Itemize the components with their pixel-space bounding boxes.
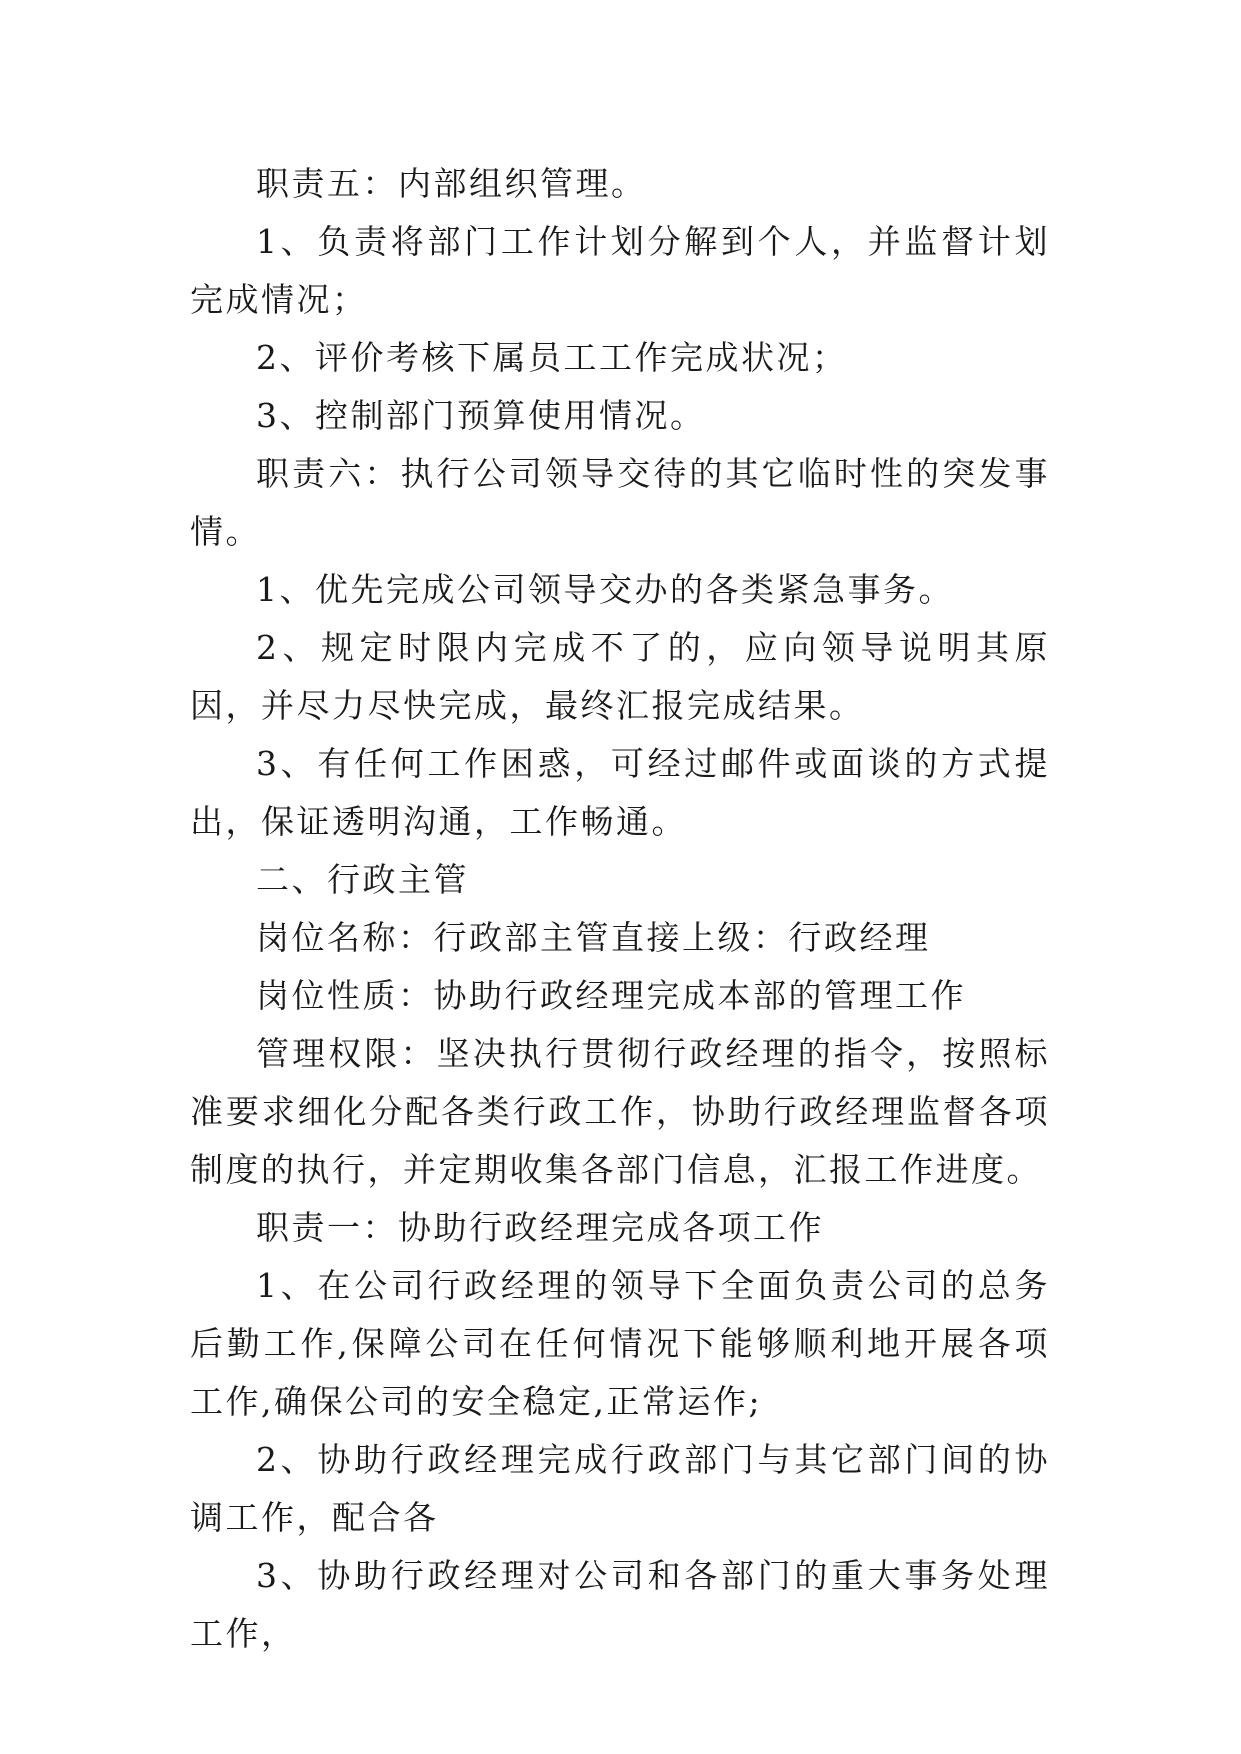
paragraph-duty-1-item-3: 3、协助行政经理对公司和各部门的重大事务处理工作， <box>190 1556 1050 1653</box>
paragraph-duty-5-item-2: 2、评价考核下属员工工作完成状况； <box>256 338 848 377</box>
paragraph-duty-6-item-1: 1、优先完成公司领导交办的各类紧急事务。 <box>256 570 954 609</box>
paragraph-management-authority: 管理权限：坚决执行贯彻行政经理的指令，按照标准要求细化分配各类行政工作，协助行政经理监督各项制度的执行，并定期收集各部门信息，汇报工作进度。 <box>190 1034 1050 1189</box>
paragraph-duty-5-item-1: 1、负责将部门工作计划分解到个人，并监督计划完成情况； <box>190 222 1050 319</box>
paragraph-position-name: 岗位名称：行政部主管直接上级：行政经理 <box>256 918 931 957</box>
paragraph-duty-6-item-2: 2、规定时限内完成不了的，应向领导说明其原因，并尽力尽快完成，最终汇报完成结果。 <box>190 628 1050 725</box>
paragraph-position-nature: 岗位性质：协助行政经理完成本部的管理工作 <box>256 976 966 1015</box>
paragraph-duty-5-item-3: 3、控制部门预算使用情况。 <box>256 396 706 435</box>
document-body <box>190 155 1050 1663</box>
paragraph-duty-1-item-1: 1、在公司行政经理的领导下全面负责公司的总务后勤工作,保障公司在任何情况下能够顺利地开展各项工作,确保公司的安全稳定,正常运作; <box>190 1266 1050 1421</box>
paragraph-duty-1-item-2: 2、协助行政经理完成行政部门与其它部门间的协调工作，配合各 <box>190 1440 1050 1537</box>
paragraph-duty-6-heading: 职责六：执行公司领导交待的其它临时性的突发事情。 <box>190 454 1050 551</box>
paragraph-duty-1-heading: 职责一：协助行政经理完成各项工作 <box>256 1208 824 1247</box>
paragraph-duty-5-heading: 职责五：内部组织管理。 <box>256 164 647 203</box>
paragraph-duty-6-item-3: 3、有任何工作困惑，可经过邮件或面谈的方式提出，保证透明沟通，工作畅通。 <box>190 744 1050 841</box>
section-heading-admin-supervisor: 二、行政主管 <box>256 860 469 899</box>
